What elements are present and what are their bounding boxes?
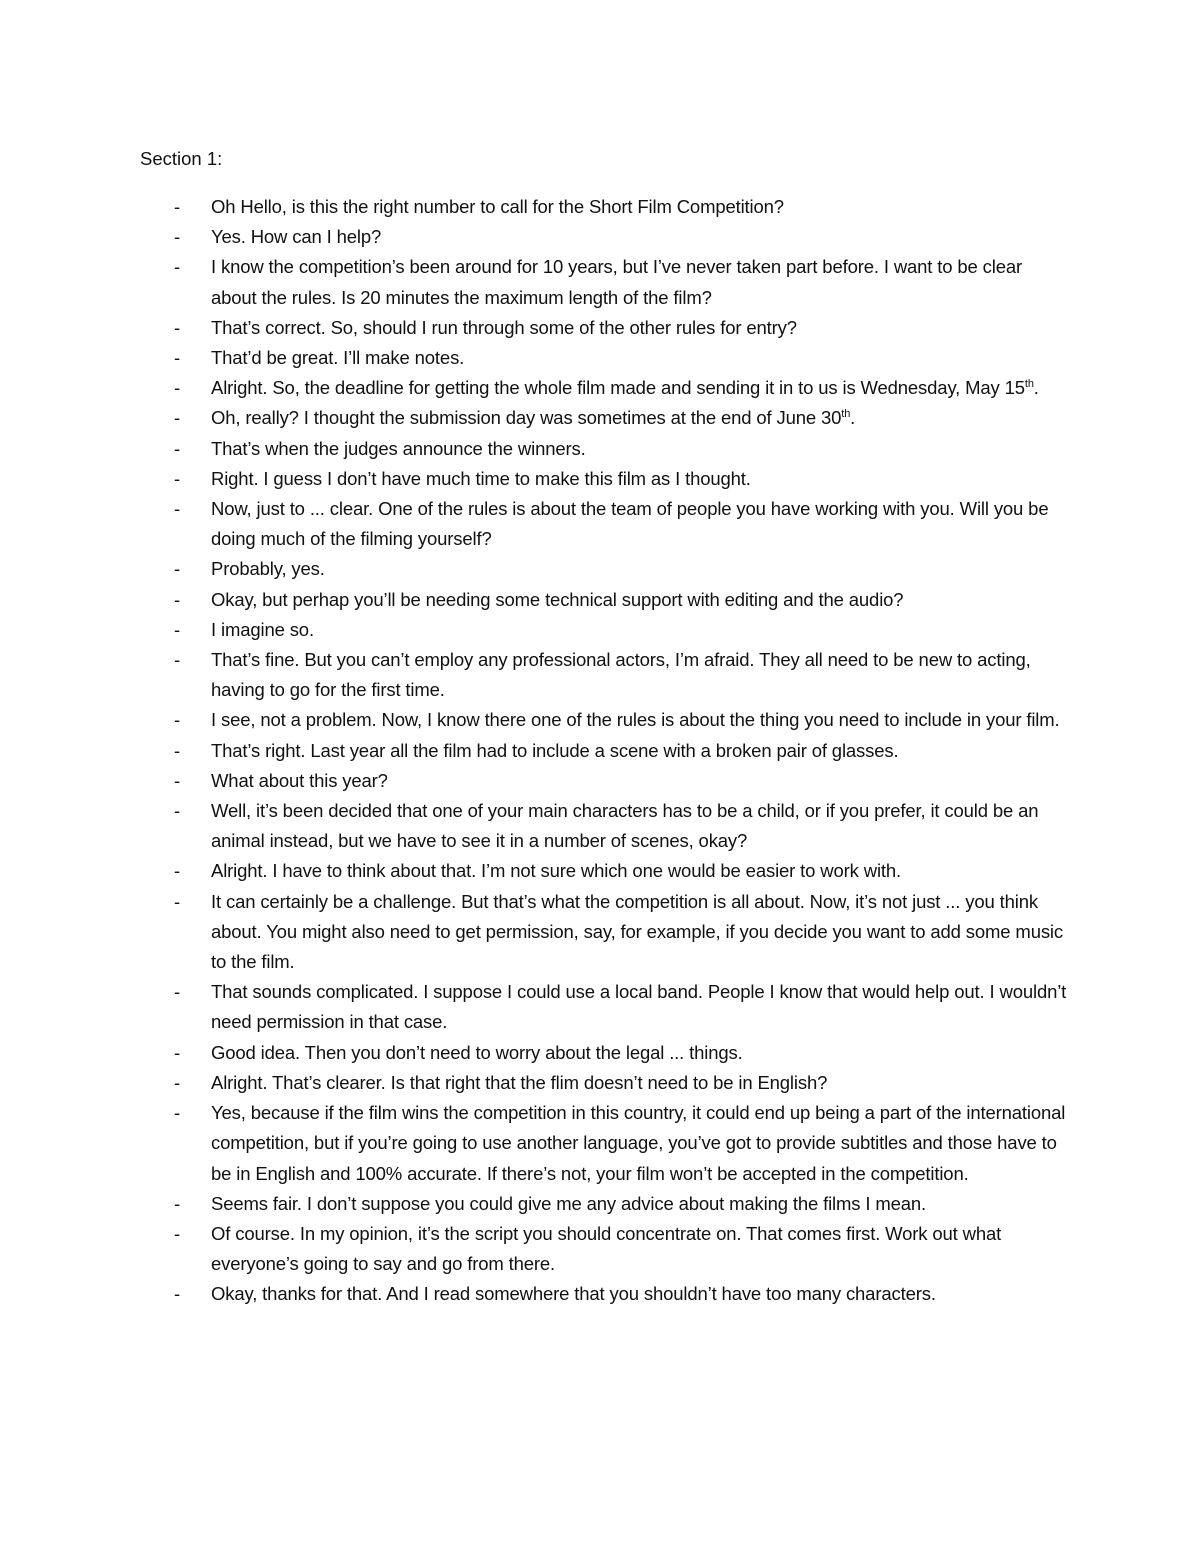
dialogue-text-main: Probably, yes.	[211, 558, 325, 580]
dialogue-text	[211, 1283, 936, 1304]
bullet-dash: -	[174, 316, 181, 338]
dialogue-text-main: Alright. That’s clearer. Is that right that the flim doesn’t need to be in English?	[211, 1071, 828, 1093]
dialogue-text-main: Oh, really? I thought the submission day was sometimes at the end of June 30	[211, 407, 842, 429]
bullet-dash: -	[174, 1192, 181, 1214]
dialogue-text	[211, 256, 1022, 307]
dialogue-text-main: Alright. I have to think about that. I’m not sure which one would be easier to work with.	[211, 860, 902, 882]
dialogue-text-main: That’s fine. But you can’t employ any professional actors, I’m afraid. They all need to be new to acting, having to go for the first time.	[211, 649, 1031, 701]
dialogue-text	[211, 770, 388, 791]
dialogue-text	[211, 800, 1038, 851]
dialogue-text	[211, 498, 1048, 549]
dialogue-text	[211, 709, 1060, 730]
dialogue-text-main: I know the competition’s been around for 10 years, but I’ve never taken part before. I want to be clear about the rules. Is 20 minutes the maximum length of the film?	[211, 256, 1023, 308]
dialogue-text	[211, 619, 314, 640]
dialogue-text	[211, 589, 903, 610]
dialogue-line	[0, 1219, 1071, 1279]
bullet-dash: -	[174, 558, 181, 580]
bullet-dash: -	[174, 588, 181, 610]
dialogue-line	[0, 766, 1071, 796]
dialogue-text-main: I imagine so.	[211, 618, 314, 640]
dialogue-line	[0, 615, 1071, 645]
dialogue-line	[0, 252, 1071, 312]
dialogue-line	[0, 222, 1071, 252]
dialogue-text	[211, 981, 1066, 1032]
dialogue-text	[211, 1042, 743, 1063]
dialogue-text	[211, 1223, 1001, 1274]
dialogue-line	[0, 313, 1071, 343]
bullet-dash: -	[174, 377, 181, 399]
dialogue-text	[211, 1193, 926, 1214]
dialogue-line	[0, 464, 1071, 494]
dialogue-text	[211, 196, 784, 217]
bullet-dash: -	[174, 709, 181, 731]
dialogue-text	[211, 226, 381, 247]
dialogue-text	[211, 377, 1039, 398]
bullet-dash: -	[174, 800, 181, 822]
dialogue-text-main: Of course. In my opinion, it’s the script you should concentrate on. That comes first. Work out what everyone’s going to say and go from there.	[211, 1222, 1002, 1275]
dialogue-text	[211, 649, 1031, 700]
dialogue-text-main: Right. I guess I don’t have much time to make this film as I thought.	[211, 467, 751, 489]
bullet-dash: -	[174, 1041, 181, 1063]
dialogue-line	[0, 645, 1071, 705]
dialogue-text	[211, 860, 901, 881]
dialogue-line	[0, 1098, 1071, 1189]
bullet-dash: -	[174, 498, 181, 520]
dialogue-line	[0, 192, 1071, 222]
dialogue-line	[0, 434, 1071, 464]
dialogue-text	[211, 891, 1063, 972]
dialogue-text-end: .	[1033, 377, 1039, 399]
bullet-dash: -	[174, 649, 181, 671]
bullet-dash: -	[174, 196, 181, 217]
dialogue-line	[0, 554, 1071, 584]
dialogue-line	[0, 1189, 1071, 1219]
bullet-dash: -	[174, 1071, 181, 1093]
dialogue-text-main: Okay, thanks for that. And I read somewhere that you shouldn’t have too many characters.	[211, 1283, 936, 1305]
bullet-dash: -	[174, 618, 181, 640]
ordinal-suffix: th	[841, 408, 851, 421]
bullet-dash: -	[174, 739, 181, 761]
dialogue-text-main: That’s correct. So, should I run through some of the other rules for entry?	[211, 316, 797, 338]
dialogue-text	[211, 740, 898, 761]
dialogue-text	[211, 1102, 1065, 1183]
dialogue-text-main: Alright. So, the deadline for getting the whole film made and sending it in to us is Wednesday, May 15	[211, 377, 1025, 399]
dialogue-text-main: Oh Hello, is this the right number to call for the Short Film Competition?	[211, 196, 784, 217]
dialogue-list	[0, 192, 1200, 1310]
dialogue-text-main: That sounds complicated. I suppose I could use a local band. People I know that would help out. I wouldn’t need permission in that case.	[211, 981, 1067, 1033]
dialogue-line	[0, 343, 1071, 373]
dialogue-text-main: That’d be great. I’ll make notes.	[211, 347, 465, 369]
dialogue-text-main: What about this year?	[211, 769, 388, 791]
bullet-dash: -	[174, 437, 181, 459]
ordinal-suffix: th	[1024, 378, 1034, 391]
bullet-dash: -	[174, 256, 181, 278]
dialogue-text-main: Good idea. Then you don’t need to worry about the legal ... things.	[211, 1041, 743, 1063]
dialogue-text-main: Yes, because if the film wins the competition in this country, it could end up being a part of the international competition, but if you’re going to use another language, you’ve got to provide subtitles and those have to be in English and 100% accurate. If there’s not, your film won’t be accepted in the competition.	[211, 1102, 1066, 1184]
dialogue-line	[0, 1038, 1071, 1068]
bullet-dash: -	[174, 347, 181, 369]
dialogue-text-main: That’s when the judges announce the winners.	[211, 437, 586, 459]
dialogue-line	[0, 1279, 1071, 1309]
dialogue-text-main: I see, not a problem. Now, I know there one of the rules is about the thing you need to include in your film.	[211, 709, 1060, 731]
dialogue-line	[0, 977, 1071, 1037]
dialogue-line	[0, 856, 1071, 886]
dialogue-text	[211, 347, 464, 368]
dialogue-text-main: Okay, but perhap you’ll be needing some technical support with editing and the audio?	[211, 588, 904, 610]
bullet-dash: -	[174, 467, 181, 489]
dialogue-text-main: It can certainly be a challenge. But that’s what the competition is all about. Now, it’s not just ... you think about. You might also need to get permission, say, for example, if you decide you want to add some music to the film.	[211, 890, 1063, 973]
dialogue-text-main: Well, it’s been decided that one of your main characters has to be a child, or if you prefer, it could be an animal instead, but we have to see it in a number of scenes, okay?	[211, 800, 1039, 852]
dialogue-text	[211, 1072, 827, 1093]
dialogue-text	[211, 407, 855, 428]
dialogue-line	[0, 585, 1071, 615]
dialogue-line	[0, 705, 1071, 735]
bullet-dash: -	[174, 1222, 181, 1244]
dialogue-line	[0, 736, 1071, 766]
dialogue-line	[0, 373, 1071, 403]
dialogue-line	[0, 494, 1071, 554]
bullet-dash: -	[174, 890, 181, 912]
dialogue-line	[0, 796, 1071, 856]
dialogue-text-main: That’s right. Last year all the film had to include a scene with a broken pair of glasses.	[211, 739, 899, 761]
dialogue-text-main: Now, just to ... clear. One of the rules is about the team of people you have working with you. Will you be doing much of the filming yourself?	[211, 498, 1049, 550]
bullet-dash: -	[174, 860, 181, 882]
dialogue-text-end: .	[850, 407, 856, 429]
dialogue-text	[211, 558, 325, 579]
dialogue-line	[0, 1068, 1071, 1098]
bullet-dash: -	[174, 981, 181, 1003]
dialogue-text	[211, 468, 751, 489]
bullet-dash: -	[174, 407, 181, 429]
dialogue-line	[0, 403, 1071, 433]
bullet-dash: -	[174, 226, 181, 248]
section-title: Section 1:	[140, 148, 223, 169]
dialogue-text	[211, 317, 797, 338]
dialogue-line	[0, 887, 1071, 978]
dialogue-text-main: Yes. How can I help?	[211, 226, 382, 248]
bullet-dash: -	[174, 1283, 181, 1305]
dialogue-text-main: Seems fair. I don’t suppose you could give me any advice about making the films I mean.	[211, 1192, 927, 1214]
bullet-dash: -	[174, 769, 181, 791]
bullet-dash: -	[174, 1102, 181, 1124]
dialogue-text	[211, 438, 586, 459]
